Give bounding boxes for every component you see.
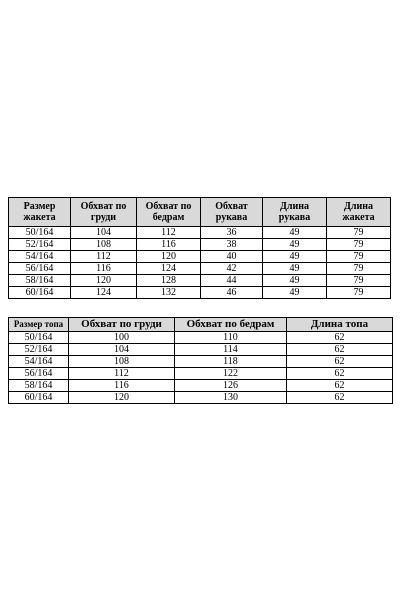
table-header-row [9, 318, 393, 332]
header-cell-chest: Обхват по груди [69, 318, 175, 332]
table-row [9, 380, 393, 392]
table-row [9, 332, 393, 344]
table-cell: 46 [201, 287, 263, 299]
table-cell: 49 [263, 287, 327, 299]
table-cell: 118 [175, 356, 287, 368]
table-cell: 120 [137, 251, 201, 263]
table-cell: 124 [71, 287, 137, 299]
header-cell-jacket-length: Длина жакета [327, 198, 391, 227]
table-cell: 130 [175, 392, 287, 404]
table-cell: 50/164 [9, 227, 71, 239]
table-cell: 100 [69, 332, 175, 344]
table-cell: 108 [69, 356, 175, 368]
table-row [9, 344, 393, 356]
table-cell: 124 [137, 263, 201, 275]
table-cell: 122 [175, 368, 287, 380]
table-cell: 62 [287, 368, 393, 380]
table-cell: 58/164 [9, 380, 69, 392]
table-cell: 104 [71, 227, 137, 239]
table-cell: 42 [201, 263, 263, 275]
header-cell-sleeve-length: Длина рукава [263, 198, 327, 227]
table-row [9, 251, 391, 263]
table-cell: 79 [327, 275, 391, 287]
table-cell: 79 [327, 263, 391, 275]
table-cell: 49 [263, 251, 327, 263]
header-cell-chest: Обхват по груди [71, 198, 137, 227]
table-cell: 52/164 [9, 239, 71, 251]
table-cell: 54/164 [9, 251, 71, 263]
table-cell: 79 [327, 227, 391, 239]
table-row [9, 239, 391, 251]
table-cell: 36 [201, 227, 263, 239]
table-cell: 54/164 [9, 356, 69, 368]
table-cell: 116 [69, 380, 175, 392]
table-row [9, 368, 393, 380]
table-cell: 38 [201, 239, 263, 251]
table-cell: 120 [71, 275, 137, 287]
table-cell: 116 [137, 239, 201, 251]
table-cell: 132 [137, 287, 201, 299]
table-row [9, 392, 393, 404]
table-cell: 62 [287, 380, 393, 392]
table-cell: 58/164 [9, 275, 71, 287]
table-cell: 62 [287, 344, 393, 356]
table-cell: 79 [327, 239, 391, 251]
table-cell: 116 [71, 263, 137, 275]
table-cell: 79 [327, 287, 391, 299]
table-cell: 40 [201, 251, 263, 263]
header-cell-sleeve-girth: Обхват рукава [201, 198, 263, 227]
table-cell: 49 [263, 275, 327, 287]
header-cell-jacket-size: Размер жакета [9, 198, 71, 227]
table-cell: 104 [69, 344, 175, 356]
table-cell: 60/164 [9, 392, 69, 404]
table-cell: 49 [263, 263, 327, 275]
table-cell: 112 [69, 368, 175, 380]
table-cell: 52/164 [9, 344, 69, 356]
table-cell: 49 [263, 227, 327, 239]
table-cell: 56/164 [9, 368, 69, 380]
table-cell: 110 [175, 332, 287, 344]
table-row [9, 227, 391, 239]
table-header-row [9, 198, 391, 227]
table-cell: 44 [201, 275, 263, 287]
header-cell-top-size: Размер топа [9, 318, 69, 332]
table-cell: 108 [71, 239, 137, 251]
header-cell-hips: Обхват по бедрам [175, 318, 287, 332]
table-cell: 56/164 [9, 263, 71, 275]
table-cell: 50/164 [9, 332, 69, 344]
top-size-table [8, 317, 393, 404]
table-row [9, 263, 391, 275]
table-cell: 62 [287, 356, 393, 368]
table-cell: 120 [69, 392, 175, 404]
table-row [9, 356, 393, 368]
table-cell: 79 [327, 251, 391, 263]
table-cell: 60/164 [9, 287, 71, 299]
header-cell-top-length: Длина топа [287, 318, 393, 332]
table-cell: 62 [287, 392, 393, 404]
table-cell: 114 [175, 344, 287, 356]
table-cell: 112 [71, 251, 137, 263]
table-cell: 128 [137, 275, 201, 287]
table-cell: 62 [287, 332, 393, 344]
table-row [9, 275, 391, 287]
header-cell-hips: Обхват по бедрам [137, 198, 201, 227]
jacket-size-table [8, 197, 391, 299]
table-row [9, 287, 391, 299]
table-cell: 112 [137, 227, 201, 239]
table-cell: 49 [263, 239, 327, 251]
table-cell: 126 [175, 380, 287, 392]
